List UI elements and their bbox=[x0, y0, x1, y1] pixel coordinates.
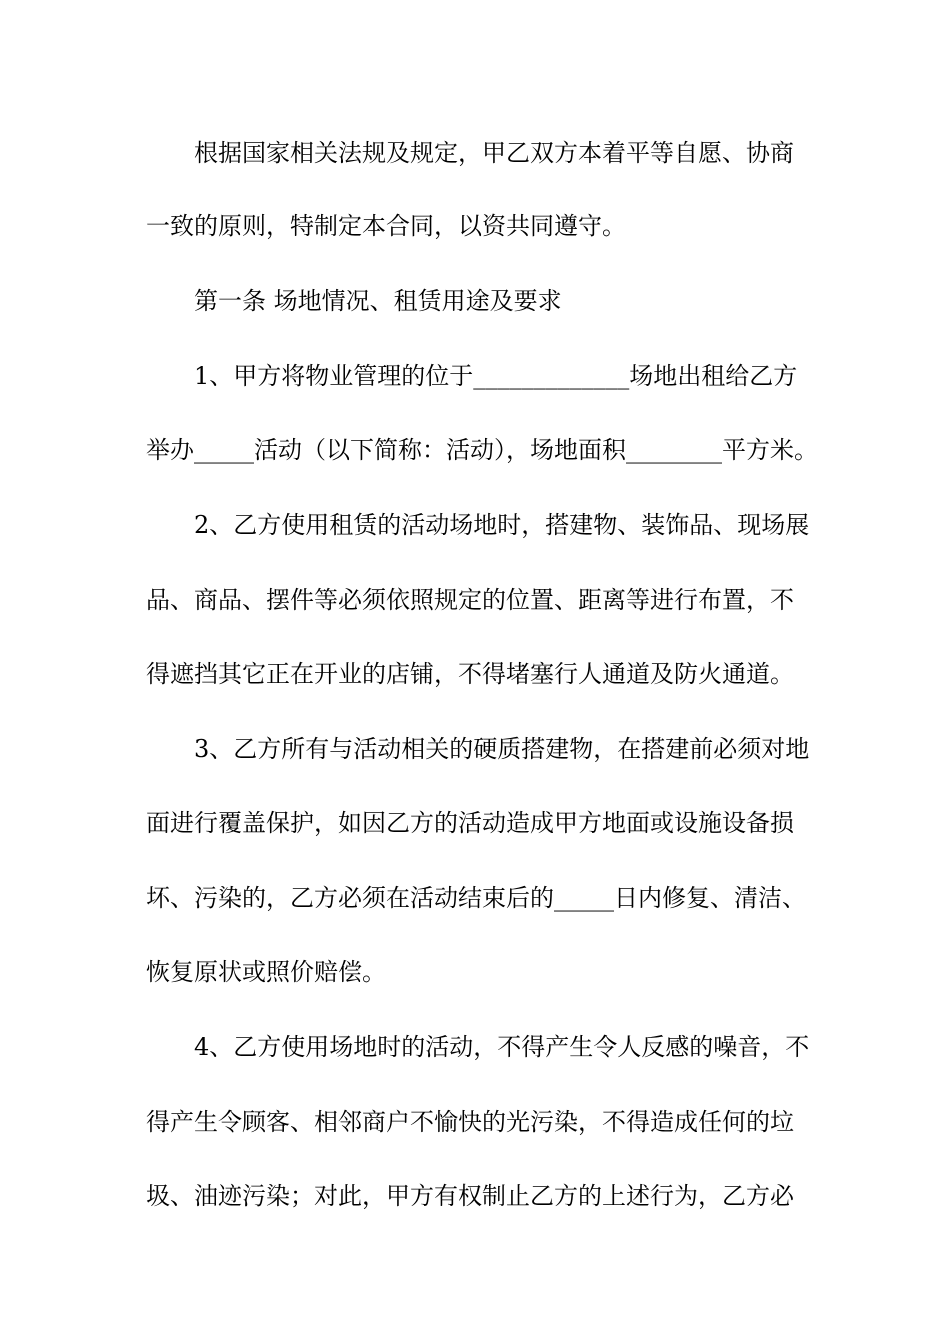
paragraph-line: 坏、污染的，乙方必须在活动结束后的_____日内修复、清洁、 bbox=[146, 884, 806, 912]
paragraph-line: 3、乙方所有与活动相关的硬质搭建物，在搭建前必须对地 bbox=[194, 735, 810, 763]
paragraph-line: 得产生令顾客、相邻商户不愉快的光污染，不得造成任何的垃 bbox=[146, 1108, 794, 1136]
paragraph-line: 面进行覆盖保护，如因乙方的活动造成甲方地面或设施设备损 bbox=[146, 809, 794, 837]
paragraph-line: 恢复原状或照价赔偿。 bbox=[146, 958, 386, 986]
paragraph-line: 得遮挡其它正在开业的店铺，不得堵塞行人通道及防火通道。 bbox=[146, 660, 794, 688]
paragraph-line: 2、乙方使用租赁的活动场地时，搭建物、装饰品、现场展 bbox=[194, 511, 810, 539]
paragraph-line: 4、乙方使用场地时的活动，不得产生令人反感的噪音，不 bbox=[194, 1033, 810, 1061]
paragraph-line: 一致的原则，特制定本合同，以资共同遵守。 bbox=[146, 212, 626, 240]
paragraph-line: 根据国家相关法规及规定，甲乙双方本着平等自愿、协商 bbox=[194, 139, 794, 167]
paragraph-line: 1、甲方将物业管理的位于_____________场地出租给乙方 bbox=[194, 362, 798, 390]
paragraph-line: 品、商品、摆件等必须依照规定的位置、距离等进行布置，不 bbox=[146, 586, 794, 614]
paragraph-line: 举办_____活动（以下简称：活动），场地面积________平方米。 bbox=[146, 436, 818, 464]
paragraph-line: 圾、油迹污染；对此，甲方有权制止乙方的上述行为，乙方必 bbox=[146, 1182, 794, 1210]
section-heading: 第一条 场地情况、租赁用途及要求 bbox=[194, 287, 562, 315]
